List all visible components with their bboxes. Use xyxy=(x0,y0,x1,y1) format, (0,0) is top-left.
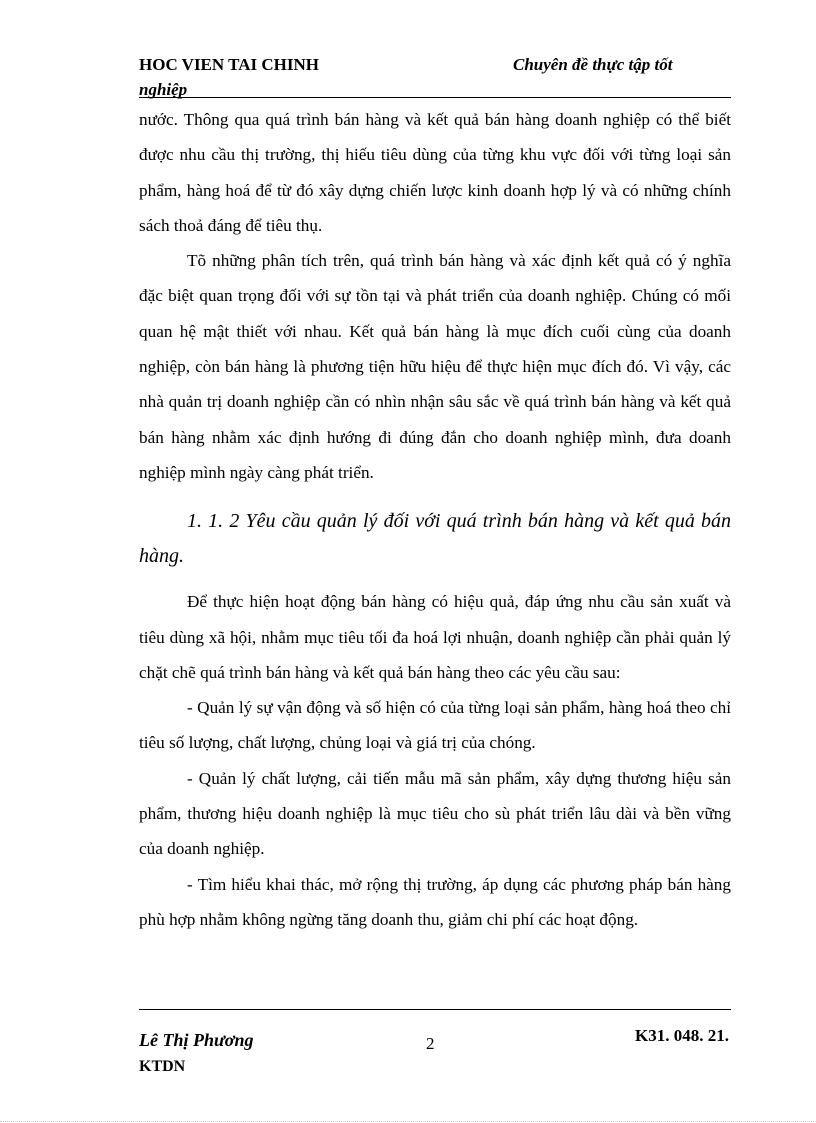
section-heading: 1. 1. 2 Yêu cầu quản lý đối với quá trình bán hàng và kết quả bán hàng. xyxy=(139,510,731,568)
header-school-name: HOC VIEN TAI CHINH xyxy=(139,55,319,74)
paragraph-1: nước. Thông qua quá trình bán hàng và kết quả bán hàng doanh nghiệp có thể biết được nhu cầu thị trường, thị hiếu tiêu dùng của từng khu vực đối với từng loại sản phẩm, hàng hoá để từ đó xây dựng chiến lược kinh doanh hợp lý và có những chính sách thoả đáng để tiêu thụ. xyxy=(139,110,731,235)
paragraph-4: - Quản lý sự vận động và số hiện có của từng loại sản phẩm, hàng hoá theo chỉ tiêu số lượng, chất lượng, chủng loại và giá trị của chóng. xyxy=(139,698,731,753)
paragraph-3: Để thực hiện hoạt động bán hàng có hiệu quả, đáp ứng nhu cầu sản xuất và tiêu dùng xã hội, nhằm mục tiêu tối đa hoá lợi nhuận, doanh nghiệp cần phải quản lý chặt chẽ quá trình bán hàng và kết quả bán hàng theo các yêu cầu sau: xyxy=(139,592,731,682)
footer-author-block xyxy=(139,1024,253,1078)
footer-author: Lê Thị Phương xyxy=(139,1030,254,1050)
header-wrap-text: nghiệp xyxy=(139,80,188,99)
page-body xyxy=(139,102,731,937)
paragraph-5: - Quản lý chất lượng, cải tiến mẫu mã sản phẩm, xây dựng thương hiệu sản phẩm, thương hiệu doanh nghiệp là mục tiêu cho sù phát triển lâu dài và bền vững của doanh nghiệp. xyxy=(139,768,731,859)
footer-dept: KTDN xyxy=(139,1058,186,1075)
paragraph-6: - Tìm hiểu khai thác, mở rộng thị trường, áp dụng các phương pháp bán hàng phù hợp nhằm không ngừng tăng doanh thu, giảm chi phí các hoạt động. xyxy=(139,874,731,929)
page-number: 2 xyxy=(426,1034,435,1053)
header-divider xyxy=(139,97,731,98)
footer-code: K31. 048. 21. xyxy=(635,1026,729,1045)
page-bottom-dotted-line xyxy=(0,1121,816,1122)
header-title: Chuyên đề thực tập tốt xyxy=(513,55,673,74)
paragraph-2: Tõ những phân tích trên, quá trình bán hàng và xác định kết quả có ý nghĩa đặc biệt quan trọng đối với sự tồn tại và phát triển của doanh nghiệp. Chúng có mối quan hệ mật thiết với nhau. Kết quả bán hàng là mục đích cuối cùng của doanh nghiệp, còn bán hàng là phương tiện hữu hiệu để thực hiện mục đích đó. Vì vậy, các nhà quản trị doanh nghiệp cần có nhìn nhận sâu sắc về quá trình bán hàng và kết quả bán hàng nhằm xác định hướng đi đúng đắn cho doanh nghiệp mình, đưa doanh nghiệp mình ngày càng phát triển. xyxy=(139,251,731,482)
header-school xyxy=(139,52,319,102)
footer-divider xyxy=(139,1009,731,1010)
